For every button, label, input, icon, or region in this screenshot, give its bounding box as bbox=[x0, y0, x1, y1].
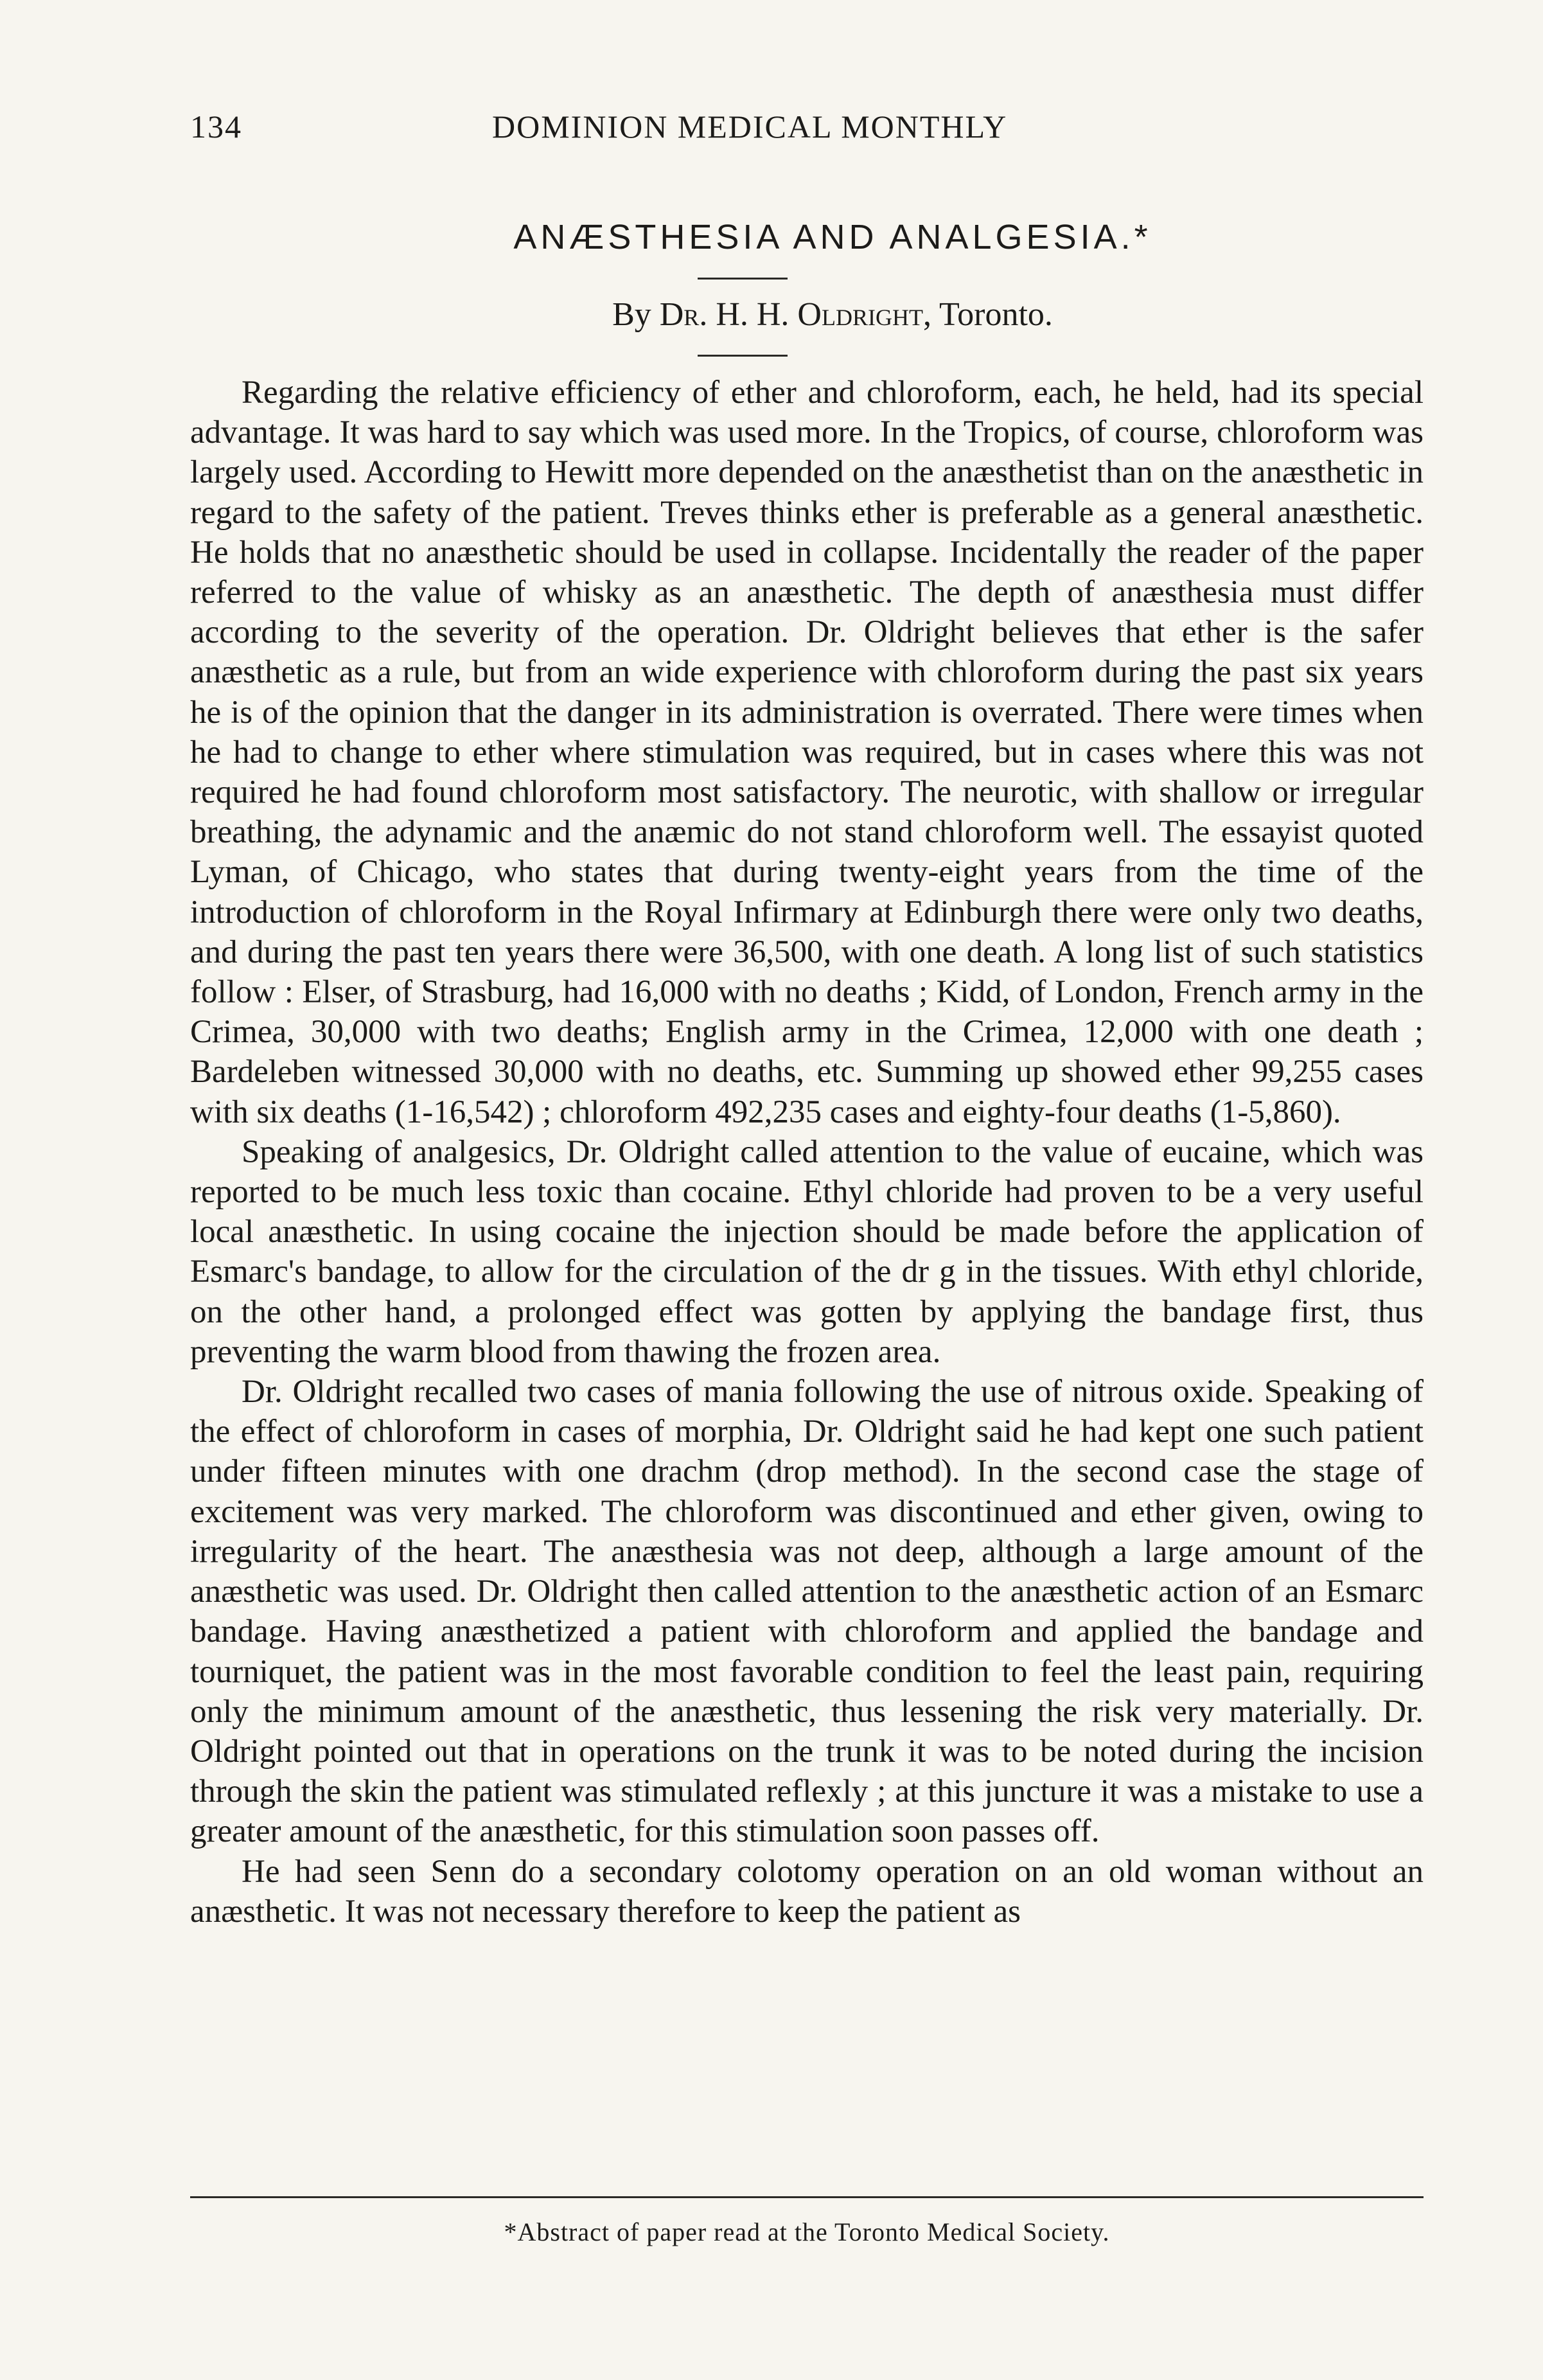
paragraph: He had seen Senn do a secondary colotomy operation on an old woman without an anæsthetic. It was not necessary therefore to keep the patient as bbox=[190, 1853, 1424, 1930]
paragraph: Regarding the relative efficiency of ether and chloroform, each, he held, had its special advantage. It was hard to say which was used more. In the Tropics, of course, chloroform was largely used. According to Hewitt more depended on the anæsthetist than on the anæsthetic in regard to the safety of the patient. Treves thinks ether is preferable as a general anæsthetic. He holds that no anæsthetic should be used in collapse. Incidentally the reader of the paper referred to the value of whisky as an anæsthetic. The depth of anæsthesia must differ according to the severity of the operation. Dr. Oldright believes that ether is the safer anæsthetic as a rule, but from an wide experience with chloroform during the past six years he is of the opinion that the danger in its administration is overrated. There were times when he had to change to ether where stimulation was required, but in cases where this was not required he had found chloroform most satisfactory. The neurotic, with shallow or irregular breathing, the adynamic and the anæmic do not stand chloroform well. The essayist quoted Lyman, of Chicago, who states that during twenty-eight years from the time of the introduction of chloroform in the Royal Infirmary at Edinburgh there were only two deaths, and during the past ten years there were 36,500, with one death. A long list of such statistics follow : Elser, of Strasburg, had 16,000 with no deaths ; Kidd, of London, French army in the Crimea, 30,000 with two deaths; English army in the Crimea, 12,000 with one death ; Bardeleben witnessed 30,000 with no deaths, etc. Summing up showed ether 99,255 cases with six deaths (1-16,542) ; chloroform 492,235 cases and eighty-four deaths (1-5,860). bbox=[190, 375, 1424, 1130]
page-number: 134 bbox=[190, 109, 242, 145]
journal-title: DOMINION MEDICAL MONTHLY bbox=[492, 109, 1008, 145]
byline-prefix: By bbox=[612, 296, 651, 333]
author-location: , Toronto. bbox=[922, 296, 1053, 333]
author-name: Dr. H. H. Oldright bbox=[659, 296, 923, 333]
footnote-rule bbox=[190, 2196, 1424, 2198]
article-body bbox=[190, 373, 1424, 1932]
byline bbox=[0, 296, 1543, 333]
footnote: *Abstract of paper read at the Toronto Medical Society. bbox=[504, 2217, 1110, 2246]
byline-rule bbox=[698, 355, 788, 357]
paragraph: Speaking of analgesics, Dr. Oldright called attention to the value of eucaine, which was reported to be much less toxic than cocaine. Ethyl chloride had proven to be a very useful local anæsthetic. In using cocaine the injection should be made before the application of Esmarc's bandage, to allow for the circulation of the dr g in the tissues. With ethyl chloride, on the other hand, a prolonged effect was gotten by applying the bandage first, thus preventing the warm blood from thawing the frozen area. bbox=[190, 1133, 1424, 1370]
article-title: ANÆSTHESIA AND ANALGESIA.* bbox=[513, 218, 1152, 256]
paragraph: Dr. Oldright recalled two cases of mania following the use of nitrous oxide. Speaking of the effect of chloroform in cases of morphia, Dr. Oldright said he had kept one such patient under fifteen minutes with one drachm (drop method). In the second case the stage of excitement was very marked. The chloroform was discontinued and ether given, owing to irregularity of the heart. The anæsthesia was not deep, although a large amount of the anæsthetic was used. Dr. Oldright then called attention to the anæsthetic action of an Esmarc bandage. Having anæsthetized a patient with chloroform and applied the bandage and tourniquet, the patient was in the most favorable condition to feel the least pain, requiring only the minimum amount of the anæsthetic, thus lessening the risk very materially. Dr. Oldright pointed out that in operations on the trunk it was to be noted during the incision through the skin the patient was stimulated reflexly ; at this juncture it was a mistake to use a greater amount of the anæsthetic, for this stimulation soon passes off. bbox=[190, 1374, 1424, 1850]
title-rule bbox=[698, 278, 788, 280]
